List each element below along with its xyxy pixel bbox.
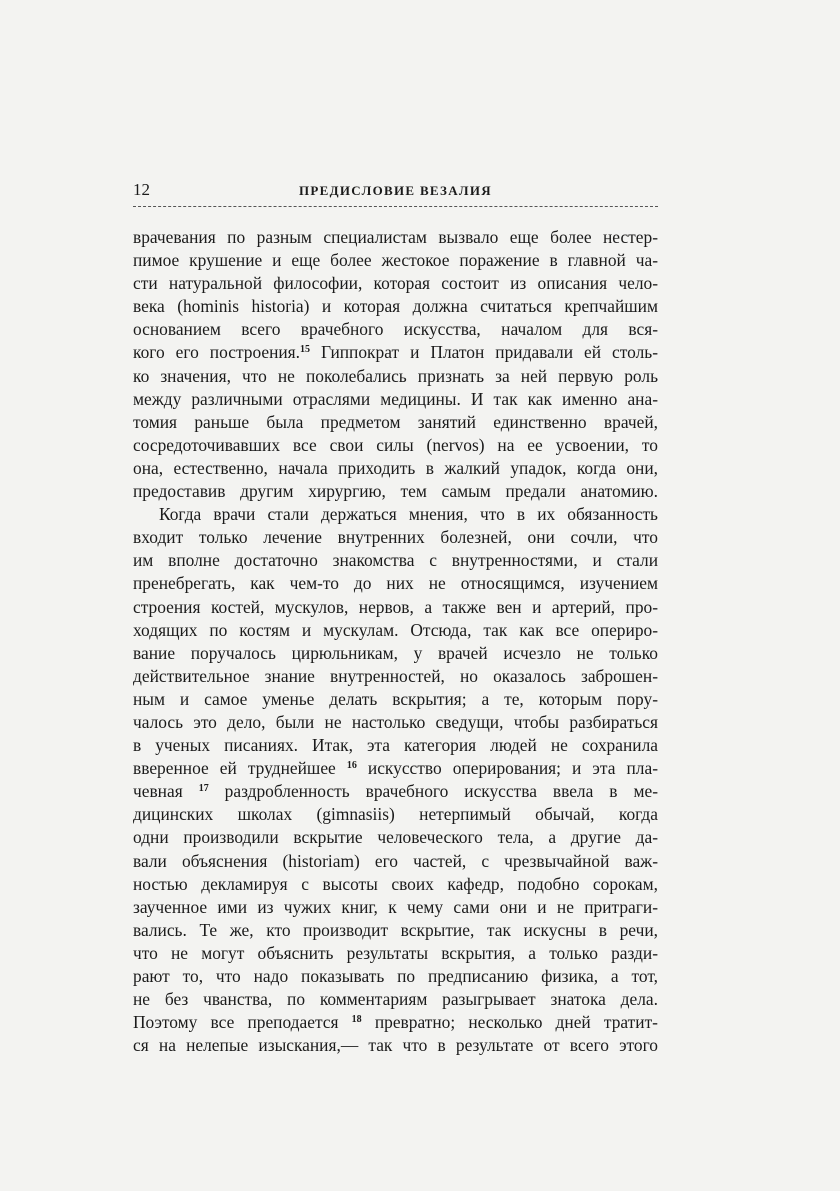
text-segment: сти натуральной философии, которая состоит из описания чело-	[133, 273, 658, 294]
text-line	[133, 688, 658, 711]
text-line	[133, 734, 658, 757]
text-line	[133, 1034, 658, 1057]
text-line	[133, 457, 658, 480]
text-segment: заученное ими из чужих книг, к чему сами они и не притраги-	[133, 896, 658, 917]
text-line	[133, 572, 658, 595]
text-line	[133, 480, 658, 503]
text-line	[133, 873, 658, 896]
text-line	[133, 295, 658, 318]
text-segment: вались. Те же, кто производит вскрытие, так искусны в речи,	[133, 919, 658, 940]
text-segment: сосредоточивавших все свои силы (nervos) на ее усвоении, то	[133, 434, 658, 455]
text-segment: основанием всего врачебного искусства, началом для вся-	[133, 319, 658, 340]
text-line	[133, 1011, 658, 1034]
text-segment: века (hominis historia) и которая должна считаться крепчайшим	[133, 296, 658, 317]
text-segment: не без чванства, по комментариям разыгрывает знатока дела.	[133, 989, 658, 1010]
text-line	[133, 780, 658, 803]
text-segment: Когда врачи стали держаться мнения, что в их обязанность	[159, 504, 658, 525]
text-line	[133, 665, 658, 688]
text-segment: ко значения, что не поколебались признать за ней первую роль	[133, 365, 658, 386]
running-title: ПРЕДИСЛОВИЕ ВЕЗАЛИЯ	[299, 183, 492, 198]
text-segment: ностью декламируя с высоты своих кафедр, подобно сорокам,	[133, 873, 658, 894]
text-line	[133, 411, 658, 434]
text-segment: вверенное ей труднейшее	[133, 758, 347, 779]
text-line	[133, 434, 658, 457]
running-head	[133, 180, 658, 202]
text-line	[133, 642, 658, 665]
text-line	[133, 226, 658, 249]
text-segment: рают то, что надо показывать по предписанию физика, а тот,	[133, 966, 658, 986]
text-segment: превратно; несколько дней тратит-	[361, 1012, 658, 1033]
text-line	[133, 988, 658, 1011]
text-line	[133, 757, 658, 780]
text-line	[133, 549, 658, 572]
text-segment: им вполне достаточно знакомства с внутренностями, и стали	[133, 550, 658, 571]
text-segment: чалось это дело, были не настолько сведущи, чтобы разбираться	[133, 711, 658, 732]
text-segment: раздробленность врачебного искусства ввела в ме-	[208, 781, 658, 802]
text-segment: Гиппократ и Платон придавали ей столь-	[310, 342, 658, 363]
header-rule	[133, 206, 658, 207]
text-segment: томия раньше была предметом занятий единственно врачей,	[133, 411, 658, 432]
text-segment: вали объяснения (historiam) его частей, с чрезвычайной важ-	[133, 850, 658, 871]
text-segment: ся на нелепые изыскания,— так что в результате от всего этого	[133, 1035, 658, 1056]
text-segment: она, естественно, начала приходить в жалкий упадок, когда они,	[133, 457, 658, 478]
text-segment: предоставив другим хирургию, тем самым предали анатомию.	[133, 481, 658, 502]
text-segment: в ученых писаниях. Итак, эта категория людей не сохранила	[133, 735, 658, 756]
text-line	[133, 249, 658, 272]
text-line	[133, 919, 658, 942]
text-line	[133, 942, 658, 965]
text-line	[133, 619, 658, 642]
text-segment: чевная	[133, 781, 199, 802]
text-line	[133, 341, 658, 364]
text-line	[133, 711, 658, 734]
text-segment: кого его построения.	[133, 342, 301, 363]
text-segment: пренебрегать, как чем-то до них не относящимся, изучением	[133, 573, 658, 594]
text-segment: пимое крушение и еще более жестокое поражение в главной ча-	[133, 250, 658, 271]
text-line	[133, 850, 658, 873]
text-line	[133, 596, 658, 619]
text-segment: дицинских школах (gimnasiis) нетерпимый обычай, когда	[133, 804, 658, 825]
text-segment: входит только лечение внутренних болезней, они сочли, что	[133, 527, 658, 548]
footnote-ref: 18	[351, 1014, 362, 1026]
page-number: 12	[133, 180, 150, 199]
text-line	[133, 826, 658, 849]
text-line	[133, 318, 658, 341]
text-segment: что не могут объяснить результаты вскрытия, а только разди-	[133, 942, 658, 963]
text-line	[133, 896, 658, 919]
text-line	[133, 365, 658, 388]
footnote-ref: 15	[300, 344, 311, 356]
text-segment: действительное знание внутренностей, но оказалось заброшен-	[133, 665, 658, 686]
text-line	[133, 526, 658, 549]
text-segment: строения костей, мускулов, нервов, а также вен и артерий, про-	[133, 596, 658, 617]
body-text	[133, 226, 658, 1057]
text-segment: вание поручалось цирюльникам, у врачей исчезло не только	[133, 642, 658, 663]
text-segment: ным и самое уменье делать вскрытия; а те, которым пору-	[133, 688, 658, 709]
text-segment: одни производили вскрытие человеческого тела, а другие да-	[133, 827, 658, 848]
footnote-ref: 16	[346, 760, 357, 772]
text-segment: Поэтому все преподается	[133, 1012, 352, 1033]
paragraph-first-line	[133, 503, 658, 526]
text-line	[133, 388, 658, 411]
footnote-ref: 17	[198, 783, 209, 795]
text-segment: между различными отраслями медицины. И так как именно ана-	[133, 388, 658, 409]
text-line	[133, 272, 658, 295]
text-line	[133, 965, 658, 988]
text-line	[133, 803, 658, 826]
text-segment: врачевания по разным специалистам вызвало еще более нестер-	[133, 227, 658, 247]
text-segment: ходящих по костям и мускулам. Отсюда, так как все опериро-	[133, 619, 658, 640]
text-segment: искусство оперирования; и эта пла-	[356, 758, 658, 779]
